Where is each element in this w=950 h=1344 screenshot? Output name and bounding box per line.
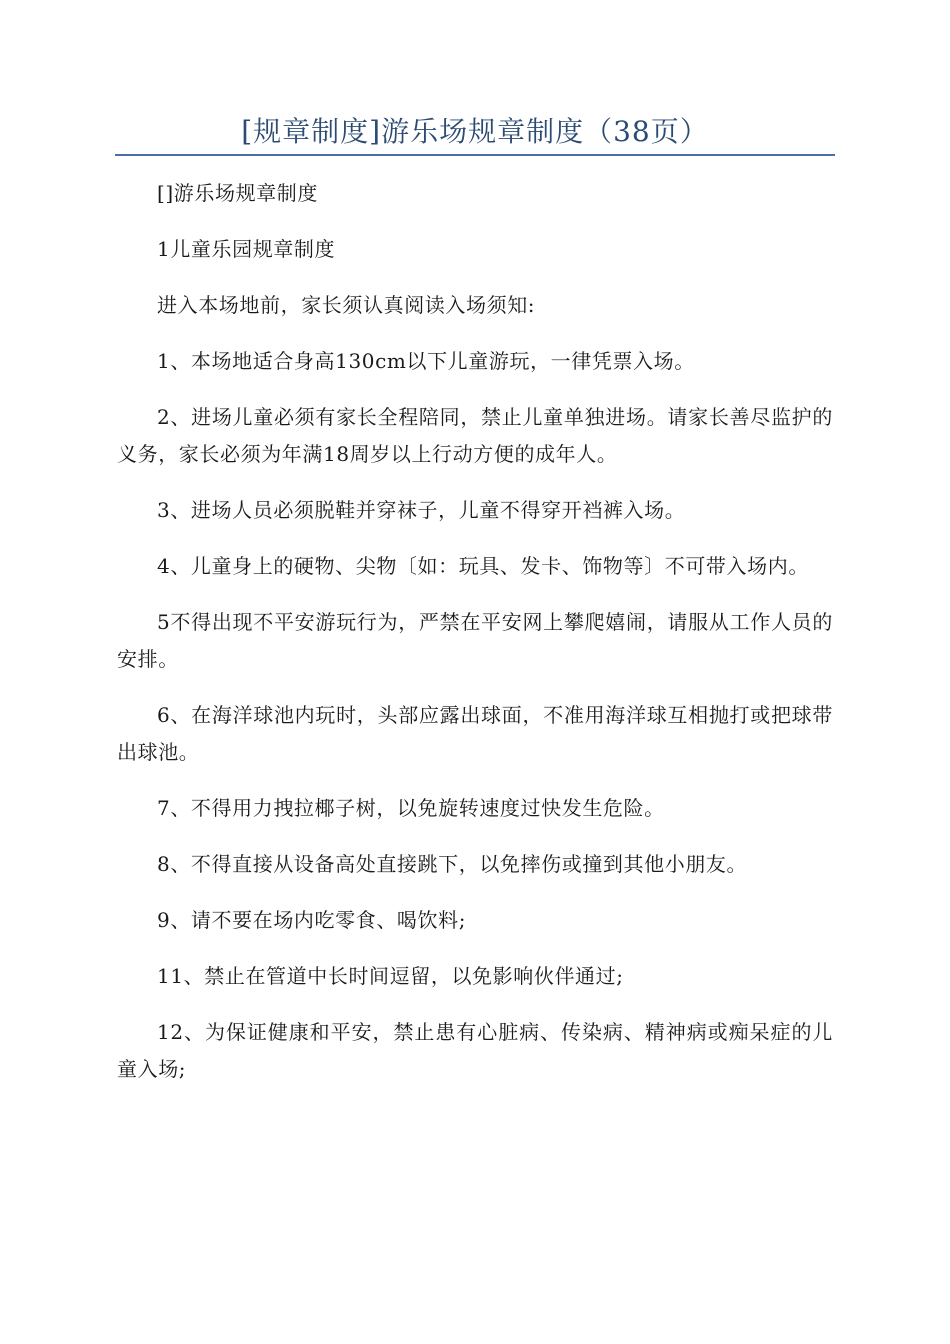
rule-item: 6、在海洋球池内玩时，头部应露出球面，不准用海洋球互相抛打或把球带出球池。	[117, 703, 833, 764]
paragraph-subtitle: []游乐场规章制度	[157, 181, 319, 205]
rule-item: 1、本场地适合身高130cm以下儿童游玩，一律凭票入场。	[157, 349, 695, 373]
rule-item: 12、为保证健康和平安，禁止患有心脏病、传染病、精神病或痴呆症的儿童入场;	[117, 1020, 833, 1081]
rule-item: 4、儿童身上的硬物、尖物〔如：玩具、发卡、饰物等〕不可带入场内。	[157, 554, 809, 578]
document-body	[117, 175, 833, 1107]
rule-item: 9、请不要在场内吃零食、喝饮料;	[157, 908, 467, 932]
rule-item: 7、不得用力拽拉椰子树，以免旋转速度过快发生危险。	[157, 796, 665, 820]
rule-item: 8、不得直接从设备高处直接跳下，以免摔伤或撞到其他小朋友。	[157, 852, 748, 876]
rule-item: 3、进场人员必须脱鞋并穿袜子，儿童不得穿开裆裤入场。	[157, 498, 686, 522]
paragraph-intro: 进入本场地前，家长须认真阅读入场须知:	[157, 293, 536, 317]
rule-item: 5不得出现不平安游玩行为，严禁在平安网上攀爬嬉闹，请服从工作人员的安排。	[117, 610, 833, 671]
document-title: [规章制度]游乐场规章制度（38页）	[241, 115, 709, 148]
title-underline	[115, 154, 835, 156]
paragraph-section-heading: 1儿童乐园规章制度	[157, 237, 336, 261]
rule-item: 2、进场儿童必须有家长全程陪同，禁止儿童单独进场。请家长善尽监护的义务，家长必须为年满18周岁以上行动方便的成年人。	[117, 405, 833, 466]
rule-item: 11、禁止在管道中长时间逗留，以免影响伙伴通过;	[157, 964, 624, 988]
